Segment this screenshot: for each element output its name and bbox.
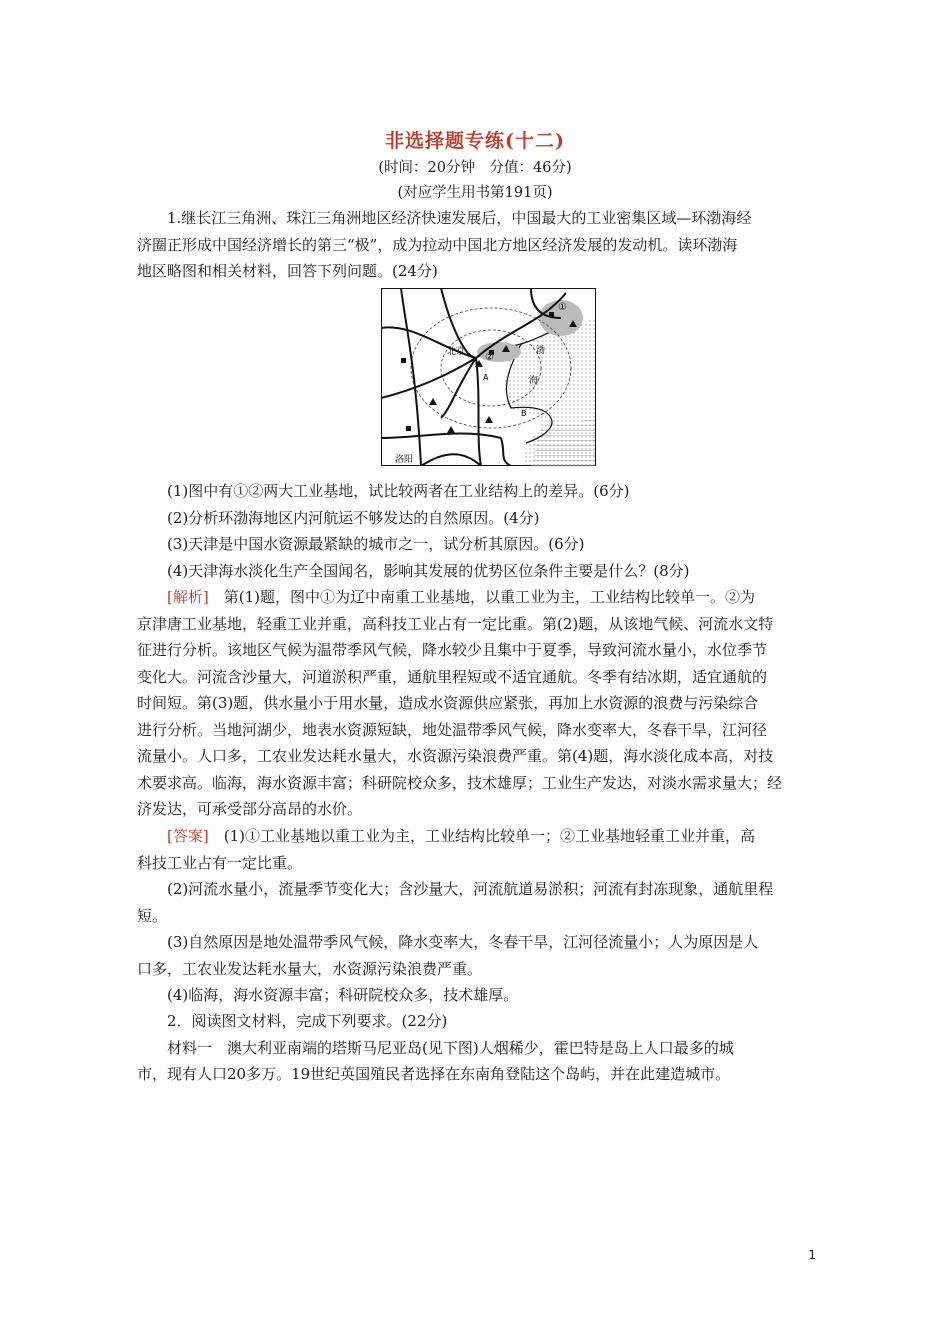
label-base-2: ② (485, 352, 494, 363)
answer-line: 科技工业占有一定比重。 (137, 853, 303, 872)
label-bo: 渤 (536, 346, 546, 356)
q2 (137, 1008, 815, 1088)
analysis-line: 济发达，可承受部分高昂的水价。 (137, 800, 363, 818)
analysis-line: 流量小。人口多，工农业发达耗水量大，水资源污染浪费严重。第(4)题，海水淡化成本高，对技 (137, 747, 774, 765)
q1-intro-line: 1.继长江三角洲、珠江三角洲地区经济快速发展后，中国最大的工业密集区域—环渤海经 (167, 209, 752, 227)
sub-question: (4)天津海水淡化生产全国闻名，影响其发展的优势区位条件主要是什么？(8分) (167, 561, 690, 580)
answer-line: (4)临海，海水资源丰富；科研院校众多，技术雄厚。 (167, 986, 519, 1004)
answer-line: (2)河流水量小，流量季节变化大；含沙量大，河流航道易淤积；河流有封冻现象，通航里程 (167, 880, 774, 898)
label-a: A (483, 373, 489, 382)
reference-line: (对应学生用书第191页) (397, 185, 553, 201)
analysis-line: 变化大。河流含沙量大，河道淤积严重，通航里程短或不适宜通航。冬季有结冰期，适宜通航的 (137, 667, 768, 686)
analysis-line: 征进行分析。该地区气候为温带季风气候，降水较少且集中于夏季，导致河流水量小，水位季节 (137, 641, 768, 659)
q2-intro: 2．阅读图文材料，完成下列要求。(22分) (167, 1012, 448, 1030)
q1-intro-line: 济圈正形成中国经济增长的第三“极”，成为拉动中国北方地区经济发展的发动机。读环渤海 (137, 235, 738, 254)
q2-material-line: 市，现有人口20多万。19世纪英国殖民者选择在东南角登陆这个岛屿，并在此建造城市。 (137, 1065, 731, 1083)
analysis-line (137, 584, 815, 611)
q1-answer (137, 823, 815, 1009)
analysis-line: 京津唐工业基地，轻重工业并重，高科技工业占有一定比重。第(2)题，从该地气候、河流水文特 (137, 614, 774, 633)
analysis-tag: [解析] (167, 588, 209, 606)
label-luoyang: 洛阳 (395, 455, 414, 465)
time-score-line: (时间：20分钟 分值：46分) (378, 160, 572, 176)
bohai-region-map (381, 288, 596, 466)
answer-line: 短。 (137, 906, 168, 925)
label-b: B (521, 409, 527, 418)
sub-question: (1)图中有①②两大工业基地，试比较两者在工业结构上的差异。(6分) (167, 482, 630, 500)
answer-tag: [答案] (167, 827, 209, 845)
label-base-1: ① (558, 302, 567, 313)
label-hai: 海 (529, 376, 539, 386)
analysis-line: 术要求高。临海，海水资源丰富；科研院校众多，技术雄厚；工业生产发达，对淡水需求量大；经 (137, 773, 783, 792)
q1-intro (137, 205, 815, 285)
answer-line: (3)自然原因是地处温带季风气候，降水变率大，冬春干旱，江河径流量小；人为原因是人 (167, 933, 759, 951)
q1-analysis (137, 584, 815, 823)
sub-question: (3)天津是中国水资源最紧缺的城市之一，试分析其原因。(6分) (167, 535, 585, 553)
analysis-line: 进行分析。当地河湖少，地表水资源短缺，地处温带季风气候，降水变率大，冬春干旱，江河径 (137, 720, 768, 739)
q2-material-line: 材料一 澳大利亚南端的塔斯马尼亚岛(见下图)人烟稀少，霍巴特是岛上人口最多的城 (167, 1038, 734, 1057)
answer-text: (1)①工业基地以重工业为主，工业结构比较单一；②工业基地轻重工业并重，高 (208, 827, 755, 845)
page-number: 1 (808, 1248, 816, 1262)
answer-line (137, 823, 815, 850)
analysis-line: 时间短。第(3)题，供水量小于用水量，造成水资源供应紧张，再加上水资源的浪费与污染综合 (137, 694, 759, 712)
answer-line: 口多，工农业发达耗水量大，水资源污染浪费严重。 (137, 959, 483, 978)
q1-intro-line: 地区略图和相关材料，回答下列问题。(24分) (137, 262, 438, 280)
analysis-text: 第(1)题，图中①为辽中南重工业基地，以重工业为主，工业结构比较单一。②为 (208, 588, 755, 606)
page-title: 非选择题专练(十二) (385, 130, 565, 152)
label-beijing: 北京 (447, 347, 466, 357)
sub-question: (2)分析环渤海地区内河航运不够发达的自然原因。(4分) (167, 508, 540, 527)
q1-sub-questions (137, 478, 815, 584)
